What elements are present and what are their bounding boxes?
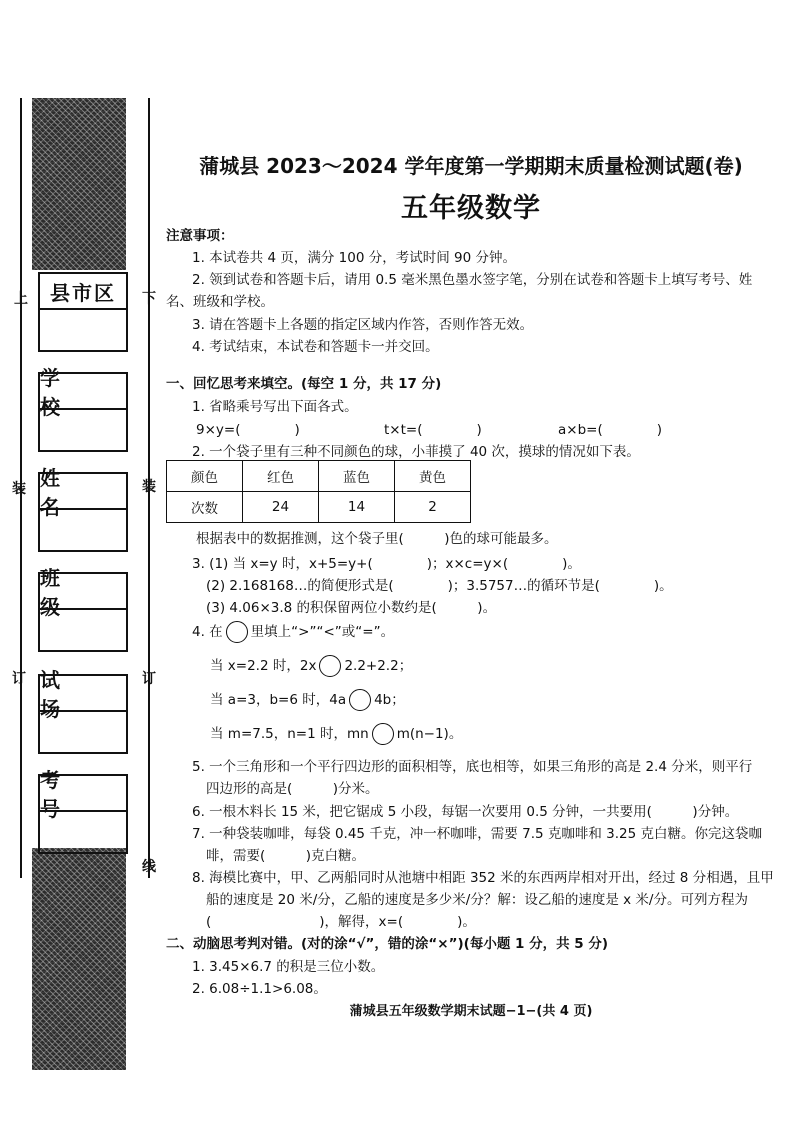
q4a-pre: 当 x=2.2 时，2x (210, 658, 317, 674)
table-cell: 次数 (167, 492, 243, 523)
field-exam-room[interactable] (38, 668, 128, 754)
question-5-2: 四边形的高是( )分米。 (206, 781, 379, 797)
compare-circle-c[interactable] (372, 723, 394, 745)
q1-item-b: t×t=( ) (384, 422, 482, 438)
notes-heading: 注意事项： (166, 228, 234, 244)
question-6: 6. 一根木料长 15 米，把它锯成 5 小段，每锯一次要用 0.5 分钟，一共要用( )分钟。 (192, 804, 739, 820)
field-label: 县市区 (40, 274, 126, 310)
exam-subtitle: 五年级数学 (401, 193, 541, 224)
table-cell: 24 (243, 492, 319, 523)
field-school[interactable] (38, 366, 128, 452)
note-item: 名、班级和学校。 (166, 294, 274, 310)
side-char-right-3: 线 (142, 859, 156, 875)
question-4 (192, 620, 394, 643)
q4-pre: 4. 在 (192, 624, 223, 640)
q1-item-c: a×b=( ) (558, 422, 662, 438)
question-4c (210, 722, 462, 745)
side-char-top: 上 (14, 291, 28, 307)
q4b-pre: 当 a=3，b=6 时，4a (210, 692, 347, 708)
note-item: 4. 考试结束，本试卷和答题卡一并交回。 (192, 339, 439, 355)
q4c-pre: 当 m=7.5，n=1 时，mn (210, 726, 369, 742)
side-char-right-1: 装 (142, 479, 156, 495)
circle-icon (226, 621, 248, 643)
table-cell: 红色 (243, 461, 319, 492)
field-class[interactable] (38, 566, 128, 652)
question-2: 2. 一个袋子里有三种不同颜色的球，小菲摸了 40 次，摸球的情况如下表。 (192, 444, 640, 460)
field-label: 姓 名 (40, 474, 126, 510)
question-8-1: 8. 海模比赛中，甲、乙两船同时从池塘中相距 352 米的东西两岸相对开出，经过 8 分相遇，且甲 (192, 870, 774, 886)
table-cell: 蓝色 (319, 461, 395, 492)
field-label: 试 场 (40, 676, 126, 712)
note-item: 3. 请在答题卡上各题的指定区域内作答，否则作答无效。 (192, 317, 534, 333)
table-cell: 颜色 (167, 461, 243, 492)
note-item: 2. 领到试卷和答题卡后，请用 0.5 毫米黑色墨水签字笔，分别在试卷和答题卡上填写考号、姓 (192, 272, 753, 288)
question-8-2: 船的速度是 20 米/分，乙船的速度是多少米/分？解：设乙船的速度是 x 米/分。可列方程为 (206, 892, 748, 908)
question-7-2: 啡，需要( )克白糖。 (206, 848, 366, 864)
binding-pattern-bottom (32, 848, 126, 1070)
ball-color-table (166, 460, 471, 523)
field-label: 考 号 (40, 776, 126, 812)
field-county[interactable] (38, 272, 128, 352)
side-char-left-1: 装 (12, 481, 26, 497)
compare-circle-b[interactable] (349, 689, 371, 711)
section2-question-2: 2. 6.08÷1.1>6.08。 (192, 981, 327, 997)
q4c-post: m(n−1)。 (396, 726, 463, 742)
note-item: 1. 本试卷共 4 页，满分 100 分，考试时间 90 分钟。 (192, 250, 516, 266)
q4a-post: 2.2+2.2； (344, 658, 413, 674)
table-row (167, 461, 471, 492)
table-row (167, 492, 471, 523)
side-char-bottom: 下 (142, 291, 156, 307)
question-4a (210, 654, 412, 677)
binding-pattern-top (32, 98, 126, 270)
q1-item-a: 9×y=( ) (196, 422, 300, 438)
table-cell: 2 (395, 492, 471, 523)
question-1: 1. 省略乘号写出下面各式。 (192, 399, 358, 415)
field-label: 学 校 (40, 374, 126, 410)
field-name[interactable] (38, 466, 128, 552)
question-8-3: ( )，解得，x=( )。 (206, 914, 476, 930)
q4b-post: 4b； (374, 692, 405, 708)
q4-post: 里填上“>”“<”或“=”。 (250, 624, 395, 640)
side-char-left-2: 订 (12, 671, 26, 687)
side-char-right-2: 订 (142, 671, 156, 687)
field-label: 班 级 (40, 574, 126, 610)
table-cell: 黄色 (395, 461, 471, 492)
table-cell: 14 (319, 492, 395, 523)
question-3-3: (3) 4.06×3.8 的积保留两位小数约是( )。 (206, 600, 497, 616)
exam-title: 蒲城县 2023～2024 学年度第一学期期末质量检测试题(卷) (199, 154, 743, 178)
section1-heading: 一、回忆思考来填空。(每空 1 分，共 17 分) (166, 376, 442, 392)
compare-circle-a[interactable] (319, 655, 341, 677)
question-3-1: 3. (1) 当 x=y 时，x+5=y+( )；x×c=y×( )。 (192, 556, 581, 572)
page-footer: 蒲城县五年级数学期末试题−1−(共 4 页) (349, 1004, 593, 1019)
question-3-2: (2) 2.168168…的简便形式是( )；3.5757…的循环节是( )。 (206, 578, 673, 594)
section2-heading: 二、动脑思考判对错。(对的涂“√”，错的涂“×”)(每小题 1 分，共 5 分) (166, 936, 609, 952)
section2-question-1: 1. 3.45×6.7 的积是三位小数。 (192, 959, 385, 975)
question-5-1: 5. 一个三角形和一个平行四边形的面积相等，底也相等，如果三角形的高是 2.4 分米，则平行 (192, 759, 753, 775)
question-7-1: 7. 一种袋装咖啡，每袋 0.45 千克，冲一杯咖啡，需要 7.5 克咖啡和 3.25 克白糖。你完这袋咖 (192, 826, 763, 842)
q2-after: 根据表中的数据推测，这个袋子里( )色的球可能最多。 (196, 531, 558, 547)
question-4b (210, 688, 405, 711)
field-exam-number[interactable] (38, 768, 128, 854)
